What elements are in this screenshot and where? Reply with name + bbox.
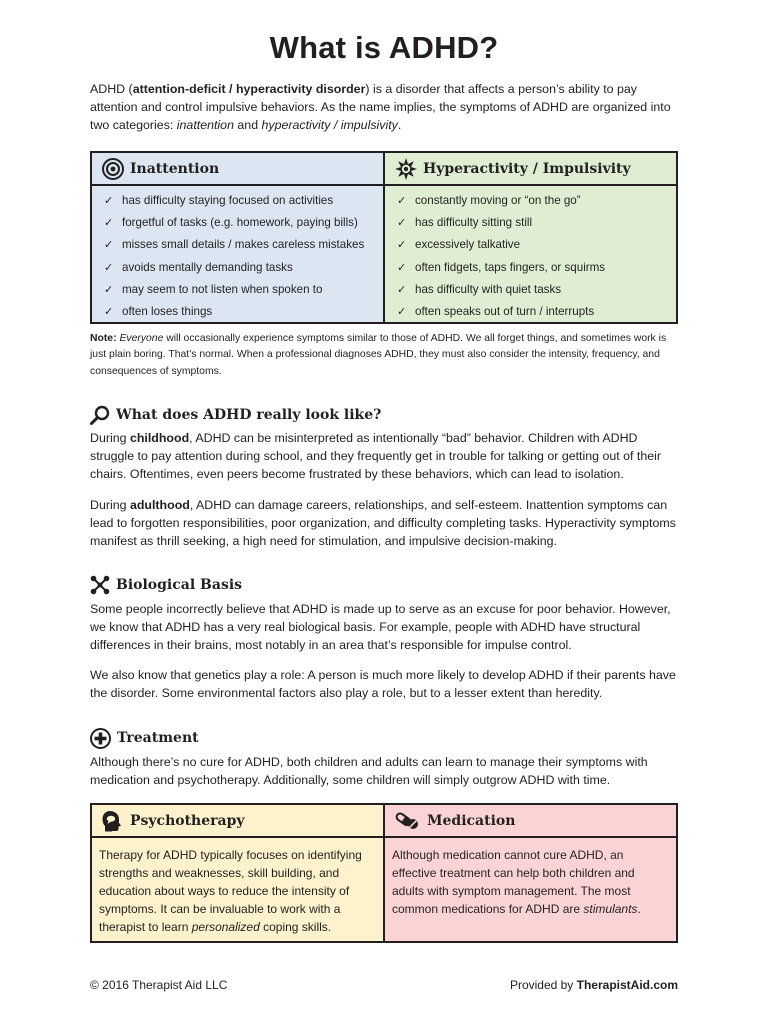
inattention-list [92, 186, 383, 323]
molecule-icon [90, 575, 110, 595]
check-icon: ✓ [397, 195, 407, 208]
list-item: ✓ has difficulty sitting still [397, 212, 676, 234]
check-icon: ✓ [104, 239, 114, 252]
psychotherapy-text: Therapy for ADHD typically focuses on identifying strengths and weaknesses, skill building, and education about ways to reduce the intensity of symptoms. It can be invaluable to work with a therapist to learn personalized coping skills. [99, 848, 362, 935]
inattention-heading: Inattention [130, 160, 220, 177]
check-icon: ✓ [104, 306, 114, 319]
site-link[interactable]: TherapistAid.com [576, 978, 678, 992]
childhood-paragraph: During childhood, ADHD can be misinterpreted as intentionally “bad” behavior. Children with ADHD struggle to pay attention during school, and they frequently get in trouble for talking or getting out of their chairs. Oftentimes, even peers become frustrated by these behaviors, which can lead to isolation. [90, 431, 662, 481]
check-icon: ✓ [104, 217, 114, 230]
psychotherapy-column [92, 805, 385, 941]
hyperactivity-header [385, 153, 676, 186]
hyperactivity-heading: Hyperactivity / Impulsivity [423, 160, 631, 177]
list-item: ✓ avoids mentally demanding tasks [104, 257, 383, 279]
section-heading-treatment: Treatment [90, 727, 199, 749]
medication-text: Although medication cannot cure ADHD, an effective treatment can help both children and adults with symptom management. The most common medications for ADHD are stimulants. [392, 848, 641, 917]
medication-header: Medication [385, 805, 676, 838]
check-icon: ✓ [104, 261, 114, 274]
medication-column [385, 805, 676, 941]
list-item: ✓ forgetful of tasks (e.g. homework, paying bills) [104, 212, 383, 234]
copyright-text: © 2016 Therapist Aid LLC [90, 978, 228, 992]
head-speech-icon [102, 810, 122, 832]
hyperactivity-column [385, 153, 676, 322]
treatment-table [90, 803, 678, 943]
list-item: ✓ misses small details / makes careless mistakes [104, 234, 383, 256]
check-icon: ✓ [397, 239, 407, 252]
burst-icon [395, 158, 417, 180]
check-icon: ✓ [397, 306, 407, 319]
check-icon: ✓ [397, 261, 407, 274]
inattention-column [92, 153, 385, 322]
pills-icon [395, 812, 419, 830]
list-item: ✓ constantly moving or “on the go” [397, 190, 676, 212]
list-item: ✓ often fidgets, taps fingers, or squirms [397, 257, 676, 279]
symptoms-table [90, 151, 678, 324]
list-item: ✓ has difficulty staying focused on activities [104, 190, 383, 212]
list-item: ✓ has difficulty with quiet tasks [397, 279, 676, 301]
inattention-header [92, 153, 383, 186]
check-icon: ✓ [397, 283, 407, 296]
biological-paragraph-2: We also know that genetics play a role: A person is much more likely to develop ADHD if their parents have the disorder. Some environmental factors also play a role, but to a lesser extent than heredity. [90, 668, 676, 700]
section-heading-biological: Biological Basis [90, 574, 242, 596]
check-icon: ✓ [104, 195, 114, 208]
page-title: What is ADHD? [269, 30, 499, 65]
plus-circle-icon [90, 728, 111, 749]
list-item: ✓ often speaks out of turn / interrupts [397, 301, 676, 323]
treatment-paragraph: Although there’s no cure for ADHD, both children and adults can learn to manage their symptoms with medication and psychotherapy. Additionally, some children will simply outgrow ADHD with time. [90, 755, 648, 787]
intro-paragraph: ADHD (attention-deficit / hyperactivity disorder) is a disorder that affects a person’s ability to pay attention and control impulsive behaviors. As the name implies, the symptoms of ADHD are organized into two categories: inattention and hyperactivity / impulsivity. [90, 82, 671, 132]
list-item: ✓ often loses things [104, 301, 383, 323]
biological-paragraph-1: Some people incorrectly believe that ADHD is made up to serve as an excuse for poor behavior. However, we know that ADHD has a very real biological basis. For example, people with ADHD have structural differences in their brains, most notably in an area that’s responsible for impulse control. [90, 602, 671, 652]
check-icon: ✓ [397, 217, 407, 230]
note-paragraph: Note: Everyone will occasionally experience symptoms similar to those of ADHD. We all forget things, and sometimes work is just plain boring. That’s normal. When a professional diagnoses ADHD, they must also consider the intensity, frequency, and consequences of symptoms. [90, 333, 667, 377]
hyperactivity-list [385, 186, 676, 323]
target-icon [102, 158, 124, 180]
list-item: ✓ excessively talkative [397, 234, 676, 256]
list-item: ✓ may seem to not listen when spoken to [104, 279, 383, 301]
check-icon: ✓ [104, 283, 114, 296]
section-heading-look: What does ADHD really look like? [90, 404, 381, 426]
psychotherapy-header: Psychotherapy [92, 805, 383, 838]
magnifier-icon [90, 405, 110, 425]
adulthood-paragraph: During adulthood, ADHD can damage careers, relationships, and self-esteem. Inattention symptoms can lead to forgotten responsibilities, poor organization, and difficulty completing tasks. Hyperactivity symptoms manifest as thrill seeking, a high need for stimulation, and impulsive decision-making. [90, 498, 676, 548]
provided-by-text: Provided by TherapistAid.com [509, 978, 678, 992]
